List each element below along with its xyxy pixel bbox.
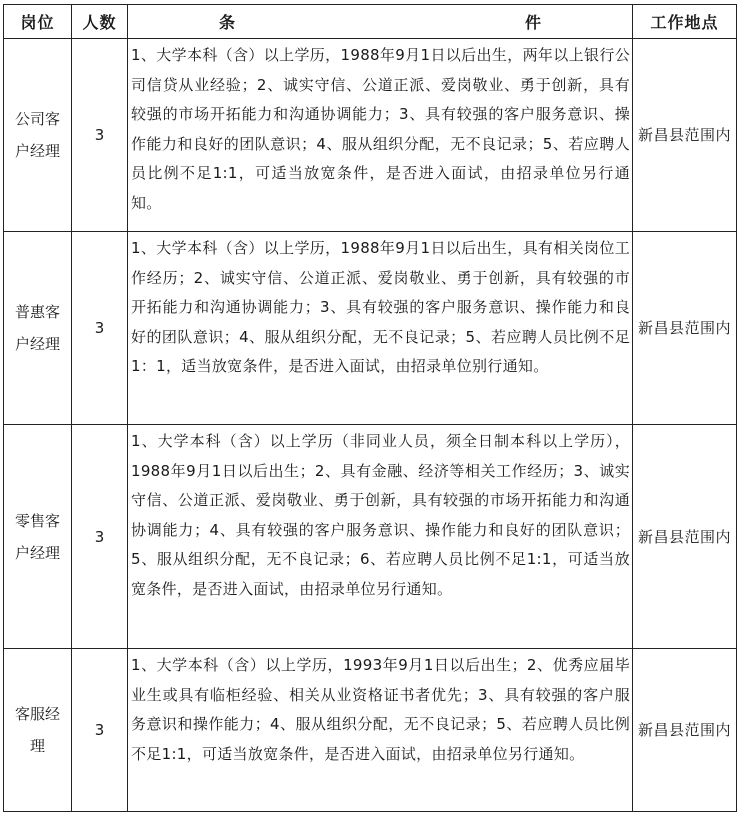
conditions-text: 1、大学本科（含）以上学历（非同业人员，须全日制本科以上学历），1988年9月1日以后出生；2、具有金融、经济等相关工作经历；3、诚实守信、公道正派、爱岗敬业、勇于创新，具有较强的市场开拓能力和沟通协调能力；4、具有较强的客户服务意识、操作能力和良好的团队意识；5、服从组织分配，无不良记录；6、若应聘人员比例不足1:1，可适当放宽条件，是否进入面试，由招录单位另行通知。 bbox=[128, 425, 633, 649]
header-row bbox=[4, 5, 737, 39]
table-row bbox=[4, 232, 737, 425]
header-count: 人数 bbox=[72, 5, 128, 39]
header-location: 工作地点 bbox=[633, 5, 737, 39]
conditions-text: 1、大学本科（含）以上学历，1993年9月1日以后出生；2、优秀应届毕业生或具有临柜经验、相关从业资格证书者优先；3、具有较强的客户服务意识和操作能力；4、服从组织分配，无不良记录；5、若应聘人员比例不足1:1，可适当放宽条件，是否进入面试，由招录单位另行通知。 bbox=[128, 649, 633, 812]
work-location: 新昌县范围内 bbox=[633, 425, 737, 649]
table-row bbox=[4, 649, 737, 812]
work-location: 新昌县范围内 bbox=[633, 649, 737, 812]
header-conditions-right: 件 bbox=[525, 13, 542, 32]
headcount: 3 bbox=[72, 425, 128, 649]
header-conditions bbox=[128, 5, 633, 39]
conditions-text: 1、大学本科（含）以上学历，1988年9月1日以后出生，两年以上银行公司信贷从业经验；2、诚实守信、公道正派、爱岗敬业、勇于创新，具有较强的市场开拓能力和沟通协调能力；3、具有较强的客户服务意识、操作能力和良好的团队意识；4、服从组织分配，无不良记录；5、若应聘人员比例不足1:1，可适当放宽条件，是否进入面试，由招录单位另行通知。 bbox=[128, 39, 633, 232]
table-row bbox=[4, 425, 737, 649]
post-name: 零售客户经理 bbox=[14, 511, 60, 562]
recruitment-table bbox=[3, 4, 737, 812]
post-name: 普惠客户经理 bbox=[14, 303, 60, 353]
conditions-text: 1、大学本科（含）以上学历，1988年9月1日以后出生，具有相关岗位工作经历；2、诚实守信、公道正派、爱岗敬业、勇于创新，具有较强的市开拓能力和沟通协调能力；3、具有较强的客户服务意识、操作能力和良好的团队意识；4、服从组织分配，无不良记录；5、若应聘人员比例不足1：1，适当放宽条件，是否进入面试，由招录单位别行通知。 bbox=[128, 232, 633, 425]
headcount: 3 bbox=[72, 39, 128, 232]
headcount: 3 bbox=[72, 232, 128, 425]
header-post: 岗位 bbox=[4, 5, 72, 39]
header-conditions-left: 条 bbox=[218, 13, 235, 32]
work-location: 新昌县范围内 bbox=[633, 39, 737, 232]
table-row bbox=[4, 39, 737, 232]
post-name: 客服经理 bbox=[14, 705, 60, 755]
post-name: 公司客户经理 bbox=[14, 110, 60, 160]
headcount: 3 bbox=[72, 649, 128, 812]
work-location: 新昌县范围内 bbox=[633, 232, 737, 425]
